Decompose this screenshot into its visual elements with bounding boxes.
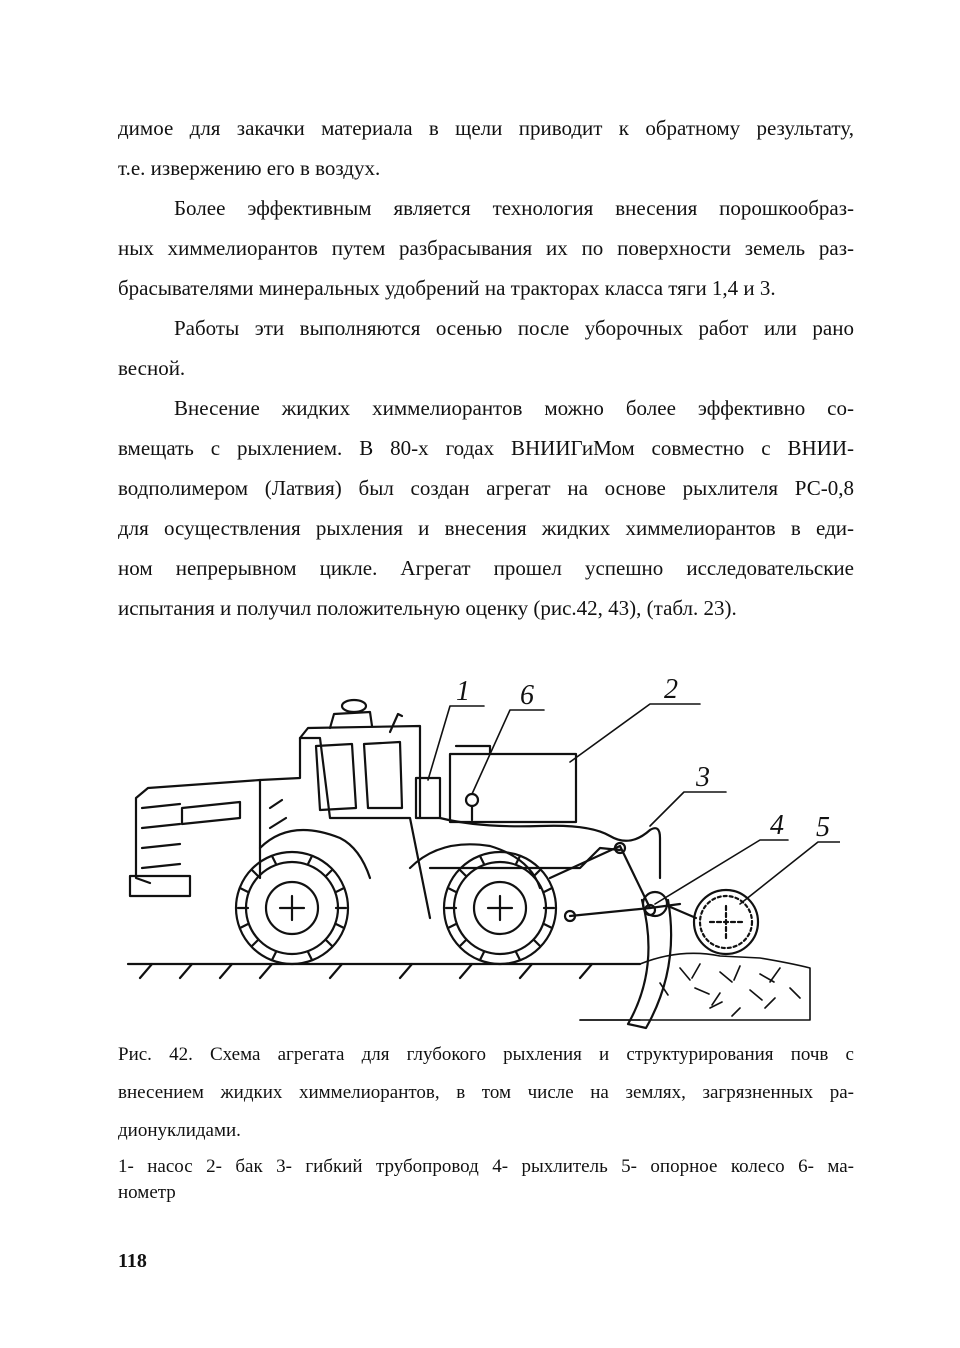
body-line: испытания и получил положительную оценку (рис.42, 43), (табл. 23). bbox=[118, 596, 737, 620]
label-5: 5 bbox=[816, 812, 830, 843]
body-line: для осуществления рыхления и внесения жидких химмелиорантов в еди- bbox=[118, 516, 854, 540]
page-number: 118 bbox=[118, 1250, 147, 1272]
body-line: ных химмелиорантов путем разбрасывания их по поверхности земель раз- bbox=[118, 236, 854, 260]
tractor-ripper-diagram bbox=[120, 668, 840, 1038]
tractor-hood bbox=[130, 780, 260, 896]
body-line: т.е. извержению его в воздух. bbox=[118, 156, 381, 180]
label-3: 3 bbox=[696, 762, 710, 793]
label-2: 2 bbox=[664, 674, 678, 705]
body-line: брасывателями минеральных удобрений на тракторах класса тяги 1,4 и 3. bbox=[118, 276, 776, 300]
figure-legend: 1- насос 2- бак 3- гибкий трубопровод 4- рыхлитель 5- опорное колесо 6- ма- bbox=[118, 1156, 854, 1177]
body-line: Внесение жидких химмелиорантов можно более эффективно со- bbox=[174, 396, 854, 420]
body-line: димое для закачки материала в щели приводит к обратному результату, bbox=[118, 116, 854, 140]
figure-caption: дионуклидами. bbox=[118, 1120, 241, 1141]
tank bbox=[450, 746, 576, 822]
figure-caption: Рис. 42. Схема агрегата для глубокого рыхления и структурирования почв с bbox=[118, 1044, 854, 1065]
body-line: водполимером (Латвия) был создан агрегат на основе рыхлителя РС-0,8 bbox=[118, 476, 854, 500]
figure-caption: внесением жидких химмелиорантов, в том числе на землях, загрязненных ра- bbox=[118, 1082, 854, 1103]
tractor-cab bbox=[300, 700, 420, 818]
ground-line bbox=[128, 964, 640, 978]
label-1: 1 bbox=[456, 676, 470, 707]
label-4: 4 bbox=[770, 810, 784, 841]
figure-legend: нометр bbox=[118, 1182, 176, 1203]
body-line: Более эффективным является технология внесения порошкообраз- bbox=[174, 196, 854, 220]
body-line: Работы эти выполняются осенью после уборочных работ или рано bbox=[174, 316, 854, 340]
front-wheel bbox=[236, 852, 348, 964]
body-line: вмещать с рыхлением. В 80-х годах ВНИИГиМом совместно с ВНИИ- bbox=[118, 436, 854, 460]
body-line: ном непрерывном цикле. Агрегат прошел успешно исследовательские bbox=[118, 556, 854, 580]
body-line: весной. bbox=[118, 356, 186, 380]
label-6: 6 bbox=[520, 680, 534, 711]
manometer bbox=[466, 794, 478, 820]
